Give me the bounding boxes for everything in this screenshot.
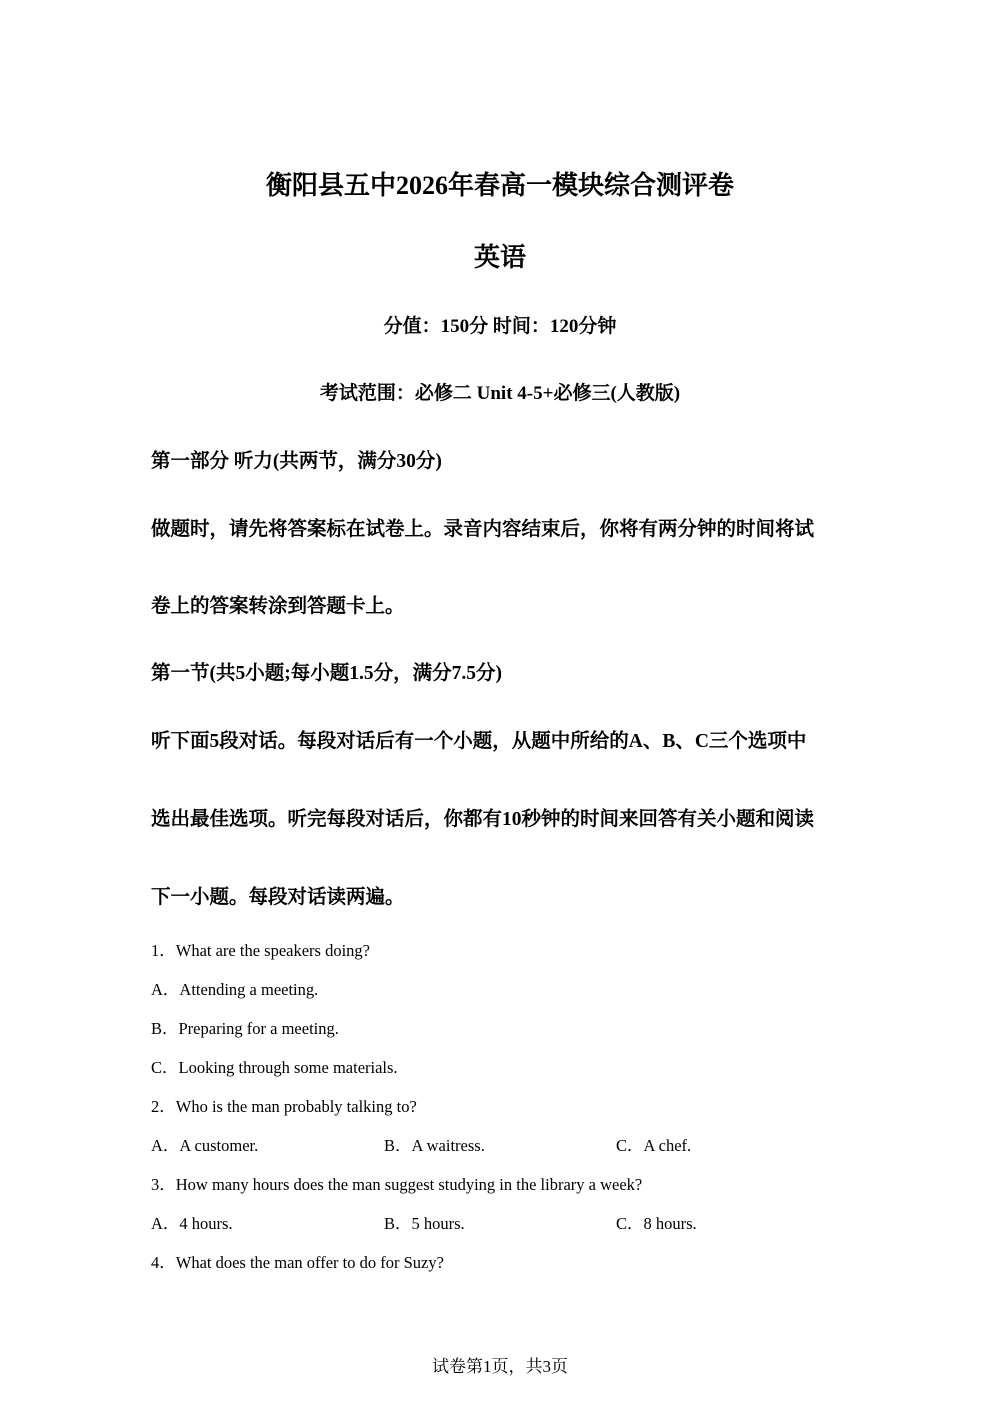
section1-instruction-line-3: 下一小题。每段对话读两遍。 bbox=[151, 887, 405, 908]
exam-title: 衡阳县五中2026年春高一模块综合测评卷 bbox=[265, 171, 734, 200]
part1-heading: 第一部分 听力(共两节，满分30分) bbox=[151, 451, 442, 472]
question-3-option-c: C．8 hours. bbox=[616, 1214, 697, 1233]
question-1-stem: 1．What are the speakers doing? bbox=[151, 941, 370, 960]
question-4-stem: 4．What does the man offer to do for Suzy? bbox=[151, 1253, 444, 1272]
question-2-option-a: A．A customer. bbox=[151, 1136, 259, 1155]
question-1-option-b: B．Preparing for a meeting. bbox=[151, 1019, 339, 1038]
question-2-option-b: B．A waitress. bbox=[384, 1136, 485, 1155]
question-1-option-a: A．Attending a meeting. bbox=[151, 980, 319, 999]
question-3-option-b: B．5 hours. bbox=[384, 1214, 465, 1233]
section1-instruction-line-1: 听下面5段对话。每段对话后有一个小题，从题中所给的A、B、C三个选项中 bbox=[151, 731, 807, 752]
section1-instruction-line-2: 选出最佳选项。听完每段对话后，你都有10秒钟的时间来回答有关小题和阅读 bbox=[151, 809, 815, 830]
part1-instruction-line-2: 卷上的答案转涂到答题卡上。 bbox=[151, 596, 405, 617]
page-footer: 试卷第1页，共3页 bbox=[432, 1357, 568, 1376]
question-2-option-c: C．A chef. bbox=[616, 1136, 692, 1155]
question-2-stem: 2．Who is the man probably talking to? bbox=[151, 1097, 417, 1116]
subject-title: 英语 bbox=[473, 243, 526, 272]
part1-instruction-line-1: 做题时，请先将答案标在试卷上。录音内容结束后，你将有两分钟的时间将试 bbox=[151, 519, 815, 540]
section1-heading: 第一节(共5小题;每小题1.5分，满分7.5分) bbox=[151, 663, 502, 684]
exam-scope-line: 考试范围：必修二 Unit 4-5+必修三(人教版) bbox=[319, 383, 681, 404]
score-time-line: 分值：150分 时间：120分钟 bbox=[383, 316, 617, 337]
question-1-option-c: C．Looking through some materials. bbox=[151, 1058, 398, 1077]
question-3-option-a: A．4 hours. bbox=[151, 1214, 233, 1233]
question-3-stem: 3．How many hours does the man suggest studying in the library a week? bbox=[151, 1175, 643, 1194]
